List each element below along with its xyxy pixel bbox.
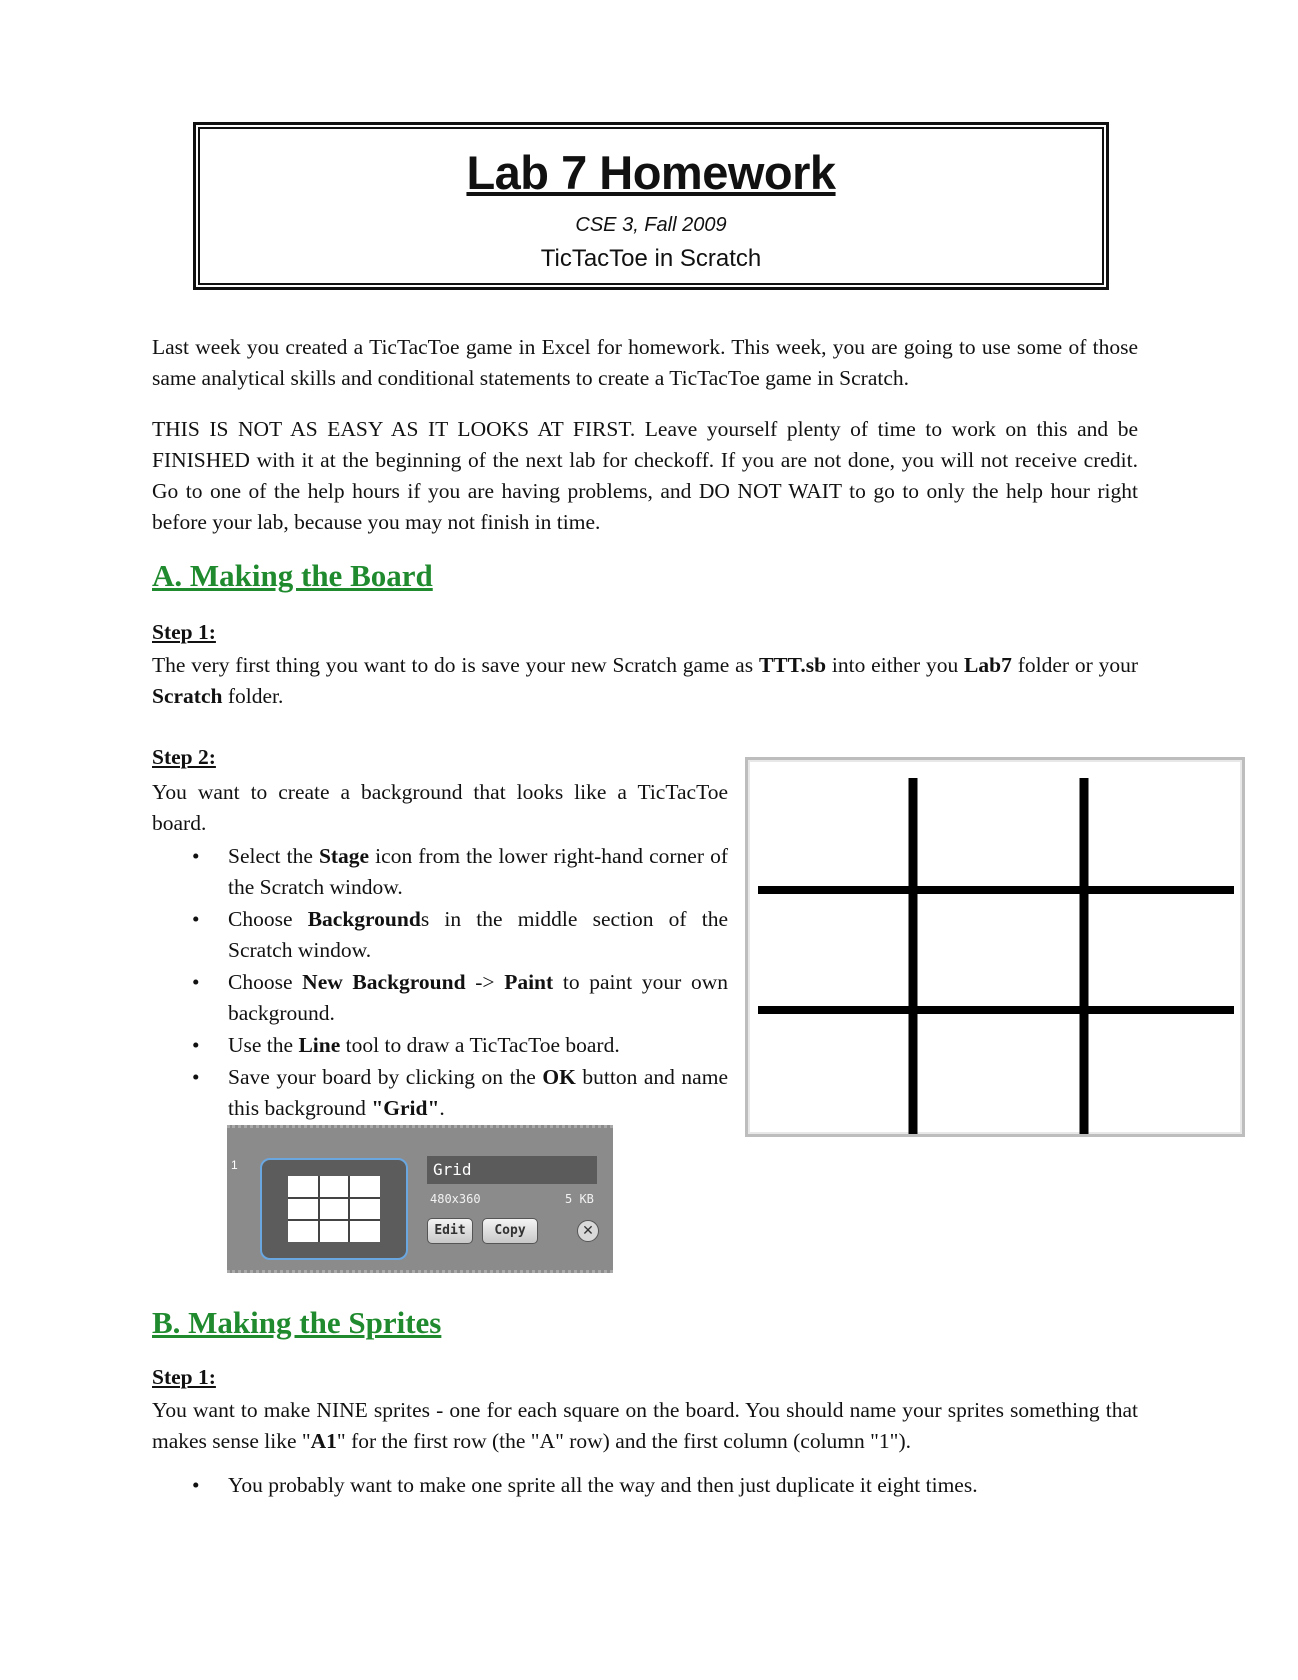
step2-content bbox=[152, 777, 728, 1125]
intro-paragraph: Last week you created a TicTacToe game in Excel for homework. This week, you are going to use some of those same analytical skills and conditional statements to create a TicTacToe game in Scratch. bbox=[152, 335, 1138, 390]
section-a-step1-label: Step 1: bbox=[152, 620, 216, 644]
edit-button[interactable]: Edit bbox=[427, 1218, 473, 1244]
section-a-step2-label: Step 2: bbox=[152, 745, 216, 769]
tictactoe-grid-icon bbox=[748, 760, 1242, 1134]
section-b-step1-text: You want to make NINE sprites - one for each square on the board. You should name your sprites something that makes sense like "A1" for the first row (the "A" row) and the first column (column "1"). bbox=[152, 1398, 1138, 1453]
costume-index: 1 bbox=[231, 1158, 238, 1172]
copy-button[interactable]: Copy bbox=[482, 1218, 538, 1244]
title-box bbox=[193, 122, 1109, 290]
delete-costume-icon[interactable]: ✕ bbox=[577, 1220, 599, 1242]
section-b-heading: B. Making the Sprites bbox=[152, 1305, 442, 1340]
costume-name-field[interactable]: Grid bbox=[427, 1156, 597, 1184]
warning-paragraph: THIS IS NOT AS EASY AS IT LOOKS AT FIRST. Leave yourself plenty of time to work on this and be FINISHED with it at the beginning of the next lab for checkoff. If you are not done, you will not receive credit. Go to one of the help hours if you are having problems, and DO NOT WAIT to go to only the help hour right before your lab, because you may not finish in time. bbox=[152, 417, 1138, 534]
list-item: • Save your board by clicking on the OK button and name this background "Grid". bbox=[192, 1065, 728, 1120]
course-label: CSE 3, Fall 2009 bbox=[575, 214, 727, 236]
costume-file-size: 5 KB bbox=[565, 1192, 594, 1206]
step2-intro: You want to create a background that looks like a TicTacToe board. bbox=[152, 780, 728, 835]
costume-dimensions: 480x360 bbox=[430, 1192, 481, 1206]
section-a-step1-text: The very first thing you want to do is save your new Scratch game as TTT.sb into either you Lab7 folder or your Scratch folder. bbox=[152, 653, 1139, 708]
tictactoe-board-screenshot bbox=[745, 757, 1245, 1137]
step2-bullets bbox=[152, 841, 728, 1124]
list-item: • Choose New Background -> Paint to paint your own background. bbox=[192, 970, 728, 1025]
list-item: • Choose Backgrounds in the middle section of the Scratch window. bbox=[192, 907, 729, 962]
costume-thumbnail[interactable] bbox=[260, 1158, 408, 1260]
section-a-heading: A. Making the Board bbox=[152, 558, 433, 593]
list-item: • Select the Stage icon from the lower right-hand corner of the Scratch window. bbox=[192, 844, 728, 899]
sprites-bullet-text: You probably want to make one sprite all the way and then just duplicate it eight times. bbox=[228, 1473, 978, 1497]
list-item: • Use the Line tool to draw a TicTacToe board. bbox=[192, 1033, 620, 1057]
document-page: Lab 7 Homework CSE 3, Fall 2009 TicTacToe in Scratch Last week you created a TicTacToe game in Excel for homework. This week, you are going to use some of those same analytical skills and conditional statements to create a TicTacToe game in Scratch. THIS IS NOT AS EASY AS IT LOOKS AT FIRST. Leave yourself plenty of time to work on this and be FINISHED with it at the beginning of the next lab for checkoff. If you are not done, you will not receive credit. Go to one of the help hours if you are having problems, and DO NOT WAIT to go to only the help hour right before your lab, because you may not finish in time. A. Making the Board Step 1: The very first thing you want to do is save your new Scratch game as TTT.sb into either you Lab7 folder or your Scratch folder. Step 2: You want to create a background that looks like a TicTacToe board. • Select the Stage icon from the lower right-hand corner of the Scratch window. • Choose Backgrounds in the middle section of the Scratch window. • Choose New Background -> Paint to paint your own background. • Use the Line tool to draw a TicTacToe board. • Save your board by clicking on the OK button and name this background "Grid". 1 Grid 480x360 5 KB Edit Copy ✕ B. Making the Sprites Step 1: You want to make NINE sprites - one for each square on the board. You should name your sprites something that makes sense like "A1" for the first row (the "A" row) and the first column (column "1"). • You probably want to make one sprite all the way and then just duplicate it eight times. bbox=[0, 0, 1298, 1680]
section-b-step1-label: Step 1: bbox=[152, 1365, 216, 1389]
page-subtitle: TicTacToe in Scratch bbox=[540, 245, 762, 272]
background-costume-panel bbox=[227, 1125, 613, 1273]
page-title: Lab 7 Homework bbox=[466, 146, 836, 199]
grid-thumbnail-icon bbox=[262, 1160, 406, 1258]
